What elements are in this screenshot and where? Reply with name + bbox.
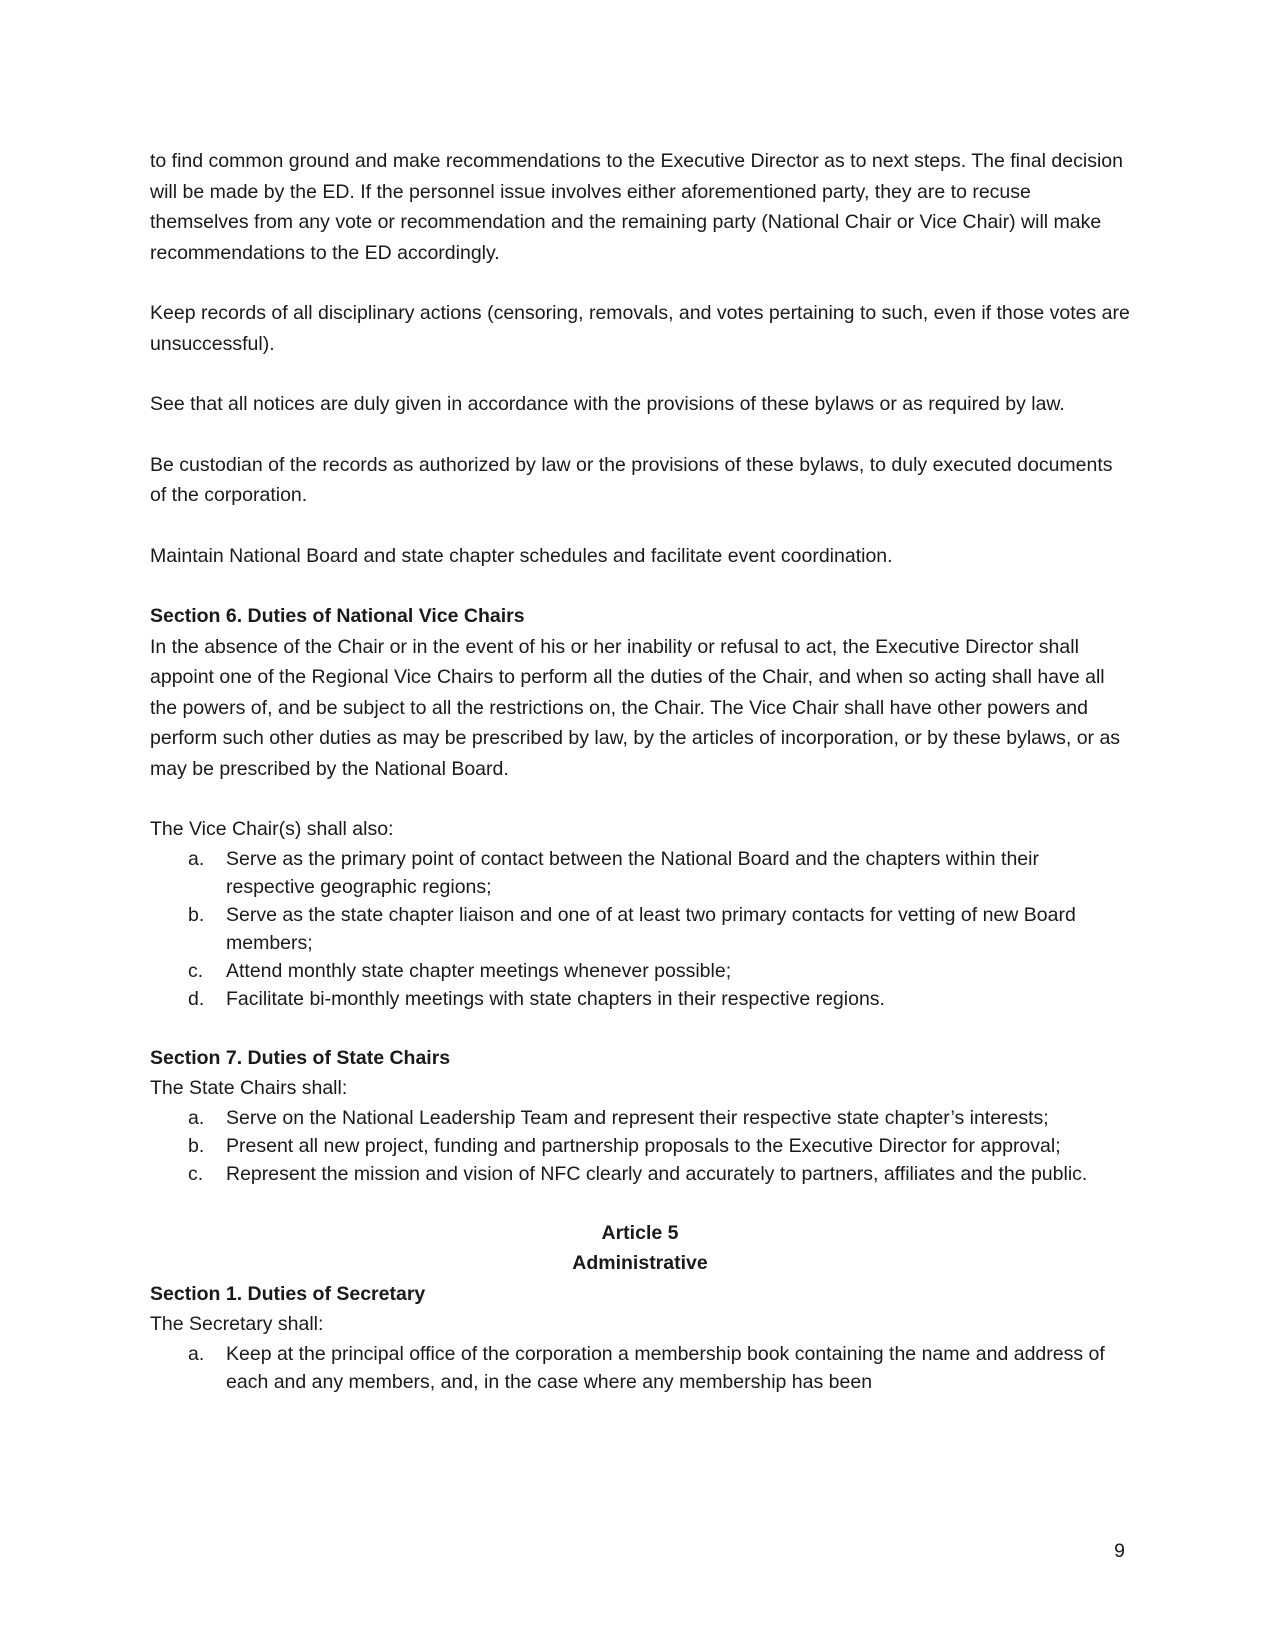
- section-7-heading: Section 7. Duties of State Chairs: [150, 1046, 451, 1069]
- list-item: [150, 901, 1130, 957]
- paragraph-recommendations: to find common ground and make recommendations to the Executive Director as to next steps. The final decision will be made by the ED. If the personnel issue involves either aforementioned party, they are to recuse themselves from any vote or recommendation and the remaining party (National Chair or Vice Chair) will make recommendations to the ED accordingly.: [150, 150, 1123, 264]
- list-item-text: Serve as the state chapter liaison and one of at least two primary contacts for vetting of new Board members;: [226, 903, 1076, 954]
- document-page: [150, 146, 1130, 1396]
- section-7-intro: The State Chairs shall:: [150, 1077, 348, 1099]
- list-marker: b.: [188, 903, 205, 926]
- list-item: [150, 1340, 1130, 1396]
- section-6-list: [150, 845, 1130, 1013]
- list-item-text: Facilitate bi-monthly meetings with state chapters in their respective regions.: [226, 987, 885, 1010]
- paragraph-notices: See that all notices are duly given in accordance with the provisions of these bylaws or as required by law.: [150, 393, 1065, 415]
- list-marker: c.: [188, 959, 204, 982]
- article-5-subtitle: Administrative: [572, 1252, 708, 1274]
- article-5-section-1-heading: Section 1. Duties of Secretary: [150, 1282, 426, 1305]
- list-item: [150, 1160, 1130, 1188]
- section-6-intro: The Vice Chair(s) shall also:: [150, 818, 394, 840]
- list-marker: a.: [188, 847, 205, 870]
- list-marker: a.: [188, 1106, 205, 1129]
- section-7-list: [150, 1104, 1130, 1188]
- paragraph-schedules: Maintain National Board and state chapter schedules and facilitate event coordination.: [150, 544, 893, 567]
- list-marker: a.: [188, 1342, 205, 1365]
- article-5-title: Article 5: [601, 1221, 679, 1244]
- list-item: [150, 957, 1130, 985]
- section-6-heading: Section 6. Duties of National Vice Chairs: [150, 605, 525, 627]
- article-5-section-1-intro: The Secretary shall:: [150, 1313, 324, 1335]
- list-item-text: Serve as the primary point of contact between the National Board and the chapters within their respective geographic regions;: [226, 847, 1039, 898]
- article-5-section-1-list: [150, 1340, 1130, 1396]
- list-item-text: Serve on the National Leadership Team and represent their respective state chapter’s interests;: [226, 1106, 1049, 1129]
- list-item-text: Represent the mission and vision of NFC clearly and accurately to partners, affiliates and the public.: [226, 1162, 1088, 1185]
- paragraph-disciplinary-records: Keep records of all disciplinary actions (censoring, removals, and votes pertaining to such, even if those votes are unsuccessful).: [150, 302, 1130, 355]
- list-item: [150, 1104, 1130, 1132]
- list-marker: c.: [188, 1162, 204, 1185]
- list-marker: b.: [188, 1134, 205, 1157]
- page-number: 9: [1114, 1540, 1125, 1562]
- list-item: [150, 845, 1130, 901]
- paragraph-custodian: Be custodian of the records as authorized by law or the provisions of these bylaws, to duly executed documents of the corporation.: [150, 453, 1113, 506]
- list-item-text: Keep at the principal office of the corporation a membership book containing the name and address of each and any members, and, in the case where any membership has been: [226, 1342, 1105, 1393]
- list-item-text: Attend monthly state chapter meetings whenever possible;: [226, 959, 732, 982]
- list-item: [150, 985, 1130, 1013]
- list-item: [150, 1132, 1130, 1160]
- list-item-text: Present all new project, funding and partnership proposals to the Executive Director for approval;: [226, 1134, 1061, 1157]
- list-marker: d.: [188, 987, 205, 1010]
- section-6-body: In the absence of the Chair or in the event of his or her inability or refusal to act, the Executive Director shall appoint one of the Regional Vice Chairs to perform all the duties of the Chair, and when so acting shall have all the powers of, and be subject to all the restrictions on, the Chair. The Vice Chair shall have other powers and perform such other duties as may be prescribed by law, by the articles of incorporation, or by these bylaws, or as may be prescribed by the National Board.: [150, 635, 1121, 780]
